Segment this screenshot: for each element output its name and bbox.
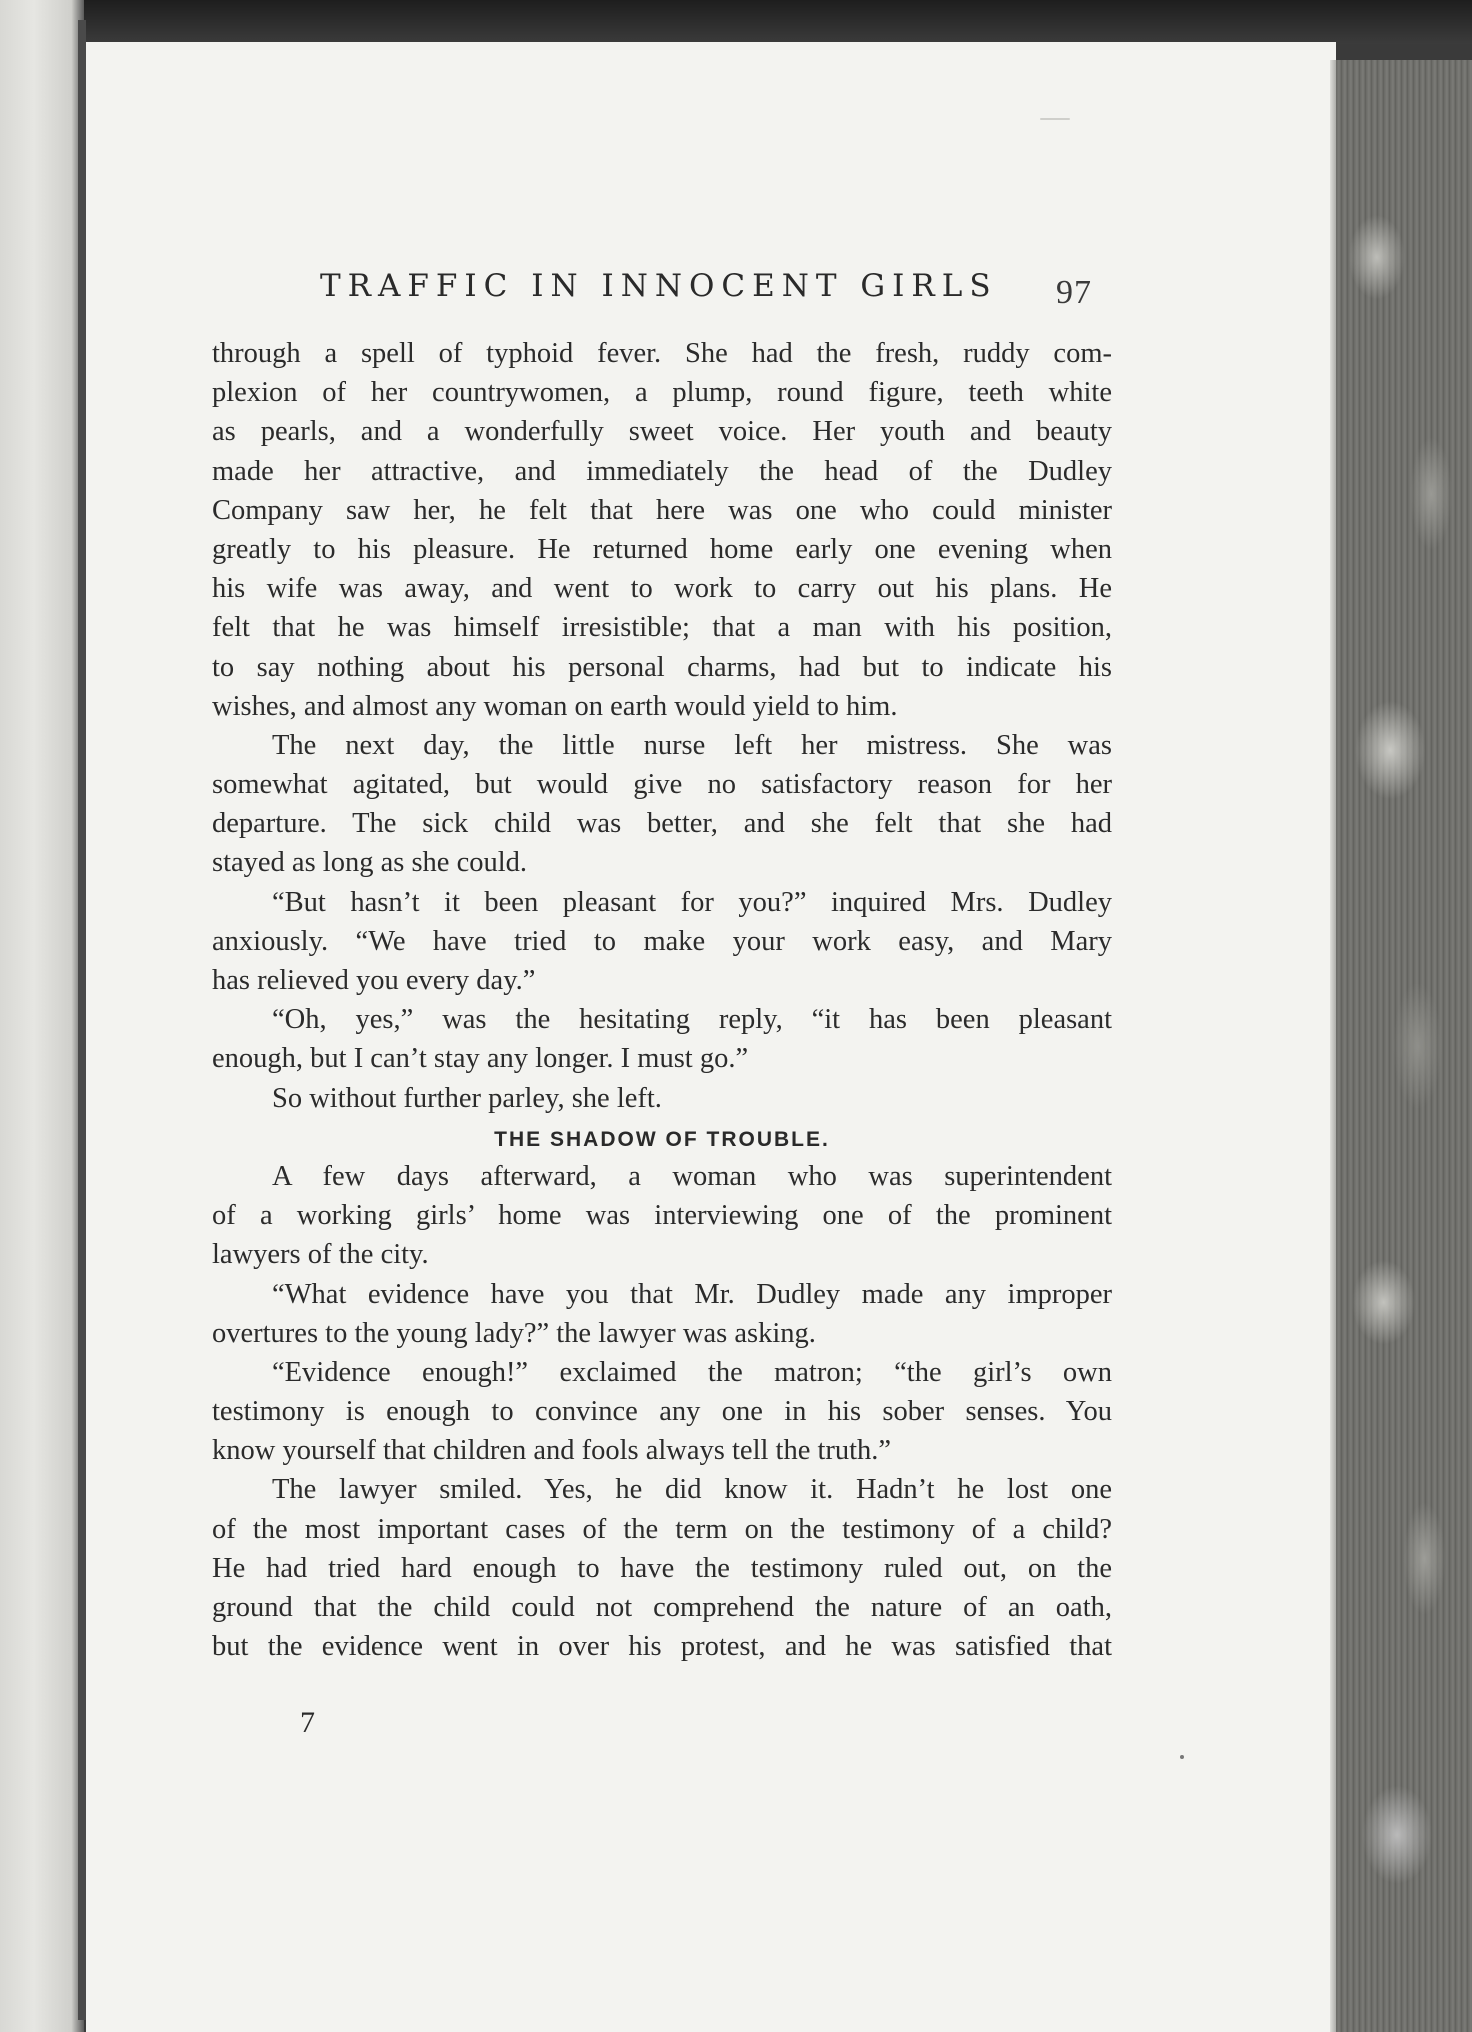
text-line: lawyers of the city. [212, 1239, 429, 1271]
text-line: greatly to his pleasure. He returned home early one evening when [212, 533, 1112, 565]
text-line: testimony is enough to convince any one in his sober senses. You [212, 1396, 1112, 1428]
paper-speck [1180, 1755, 1184, 1759]
text-line: enough, but I can’t stay any longer. I must go.” [212, 1043, 749, 1075]
section-heading: THE SHADOW OF TROUBLE. [494, 1127, 830, 1151]
left-page-edge [0, 0, 84, 2032]
page-body [212, 334, 1112, 1666]
text-line: He had tried hard enough to have the testimony ruled out, on the [212, 1552, 1112, 1584]
text-line: So without further parley, she left. [272, 1082, 662, 1114]
text-line: know yourself that children and fools always tell the truth.” [212, 1435, 892, 1467]
text-line: anxiously. “We have tried to make your work easy, and Mary [212, 925, 1112, 957]
text-line: plexion of her countrywomen, a plump, round figure, teeth white [212, 377, 1112, 409]
paper-speck [1040, 118, 1070, 120]
text-line: “What evidence have you that Mr. Dudley made any improper [272, 1278, 1112, 1310]
book-gutter [78, 20, 86, 2020]
text-line: of a working girls’ home was interviewing one of the prominent [212, 1200, 1112, 1232]
text-line: as pearls, and a wonderfully sweet voice. Her youth and beauty [212, 416, 1112, 448]
text-line: overtures to the young lady?” the lawyer was asking. [212, 1317, 816, 1349]
marbled-fore-edge [1336, 60, 1472, 2032]
page-number-value: 97 [1056, 274, 1092, 311]
text-line: wishes, and almost any woman on earth would yield to him. [212, 690, 898, 722]
text-line: ground that the child could not comprehend the nature of an oath, [212, 1592, 1112, 1623]
text-line: has relieved you every day.” [212, 965, 536, 996]
text-line: felt that he was himself irresistible; that a man with his position, [212, 612, 1112, 644]
signature-mark: 7 [300, 1706, 315, 1739]
text-line: his wife was away, and went to work to carry out his plans. He [212, 573, 1112, 605]
text-line: The lawyer smiled. Yes, he did know it. Hadn’t he lost one [272, 1474, 1112, 1506]
text-line: stayed as long as she could. [212, 847, 528, 879]
text-line: Company saw her, he felt that here was one who could minister [212, 494, 1112, 526]
text-line: to say nothing about his personal charms, had but to indicate his [212, 651, 1112, 683]
text-line: “Oh, yes,” was the hesitating reply, “it has been pleasant [272, 1004, 1112, 1036]
text-line: The next day, the little nurse left her mistress. She was [272, 729, 1112, 761]
text-line: departure. The sick child was better, and she felt that she had [212, 808, 1112, 840]
text-line: made her attractive, and immediately the head of the Dudley [212, 455, 1112, 487]
text-line: through a spell of typhoid fever. She had the fresh, ruddy com- [212, 338, 1112, 369]
text-line: somewhat agitated, but would give no satisfactory reason for her [212, 769, 1112, 801]
text-line: “Evidence enough!” exclaimed the matron; “the girl’s own [272, 1356, 1112, 1388]
scan-background-top [0, 0, 1472, 44]
running-head-title: TRAFFIC IN INNOCENT GIRLS [320, 268, 998, 304]
text-line: A few days afterward, a woman who was superintendent [272, 1160, 1112, 1192]
page-number [1056, 274, 1146, 312]
text-line: “But hasn’t it been pleasant for you?” inquired Mrs. Dudley [272, 886, 1112, 918]
text-line: but the evidence went in over his protest, and he was satisfied that [212, 1631, 1112, 1663]
text-line: of the most important cases of the term on the testimony of a child? [212, 1513, 1112, 1545]
